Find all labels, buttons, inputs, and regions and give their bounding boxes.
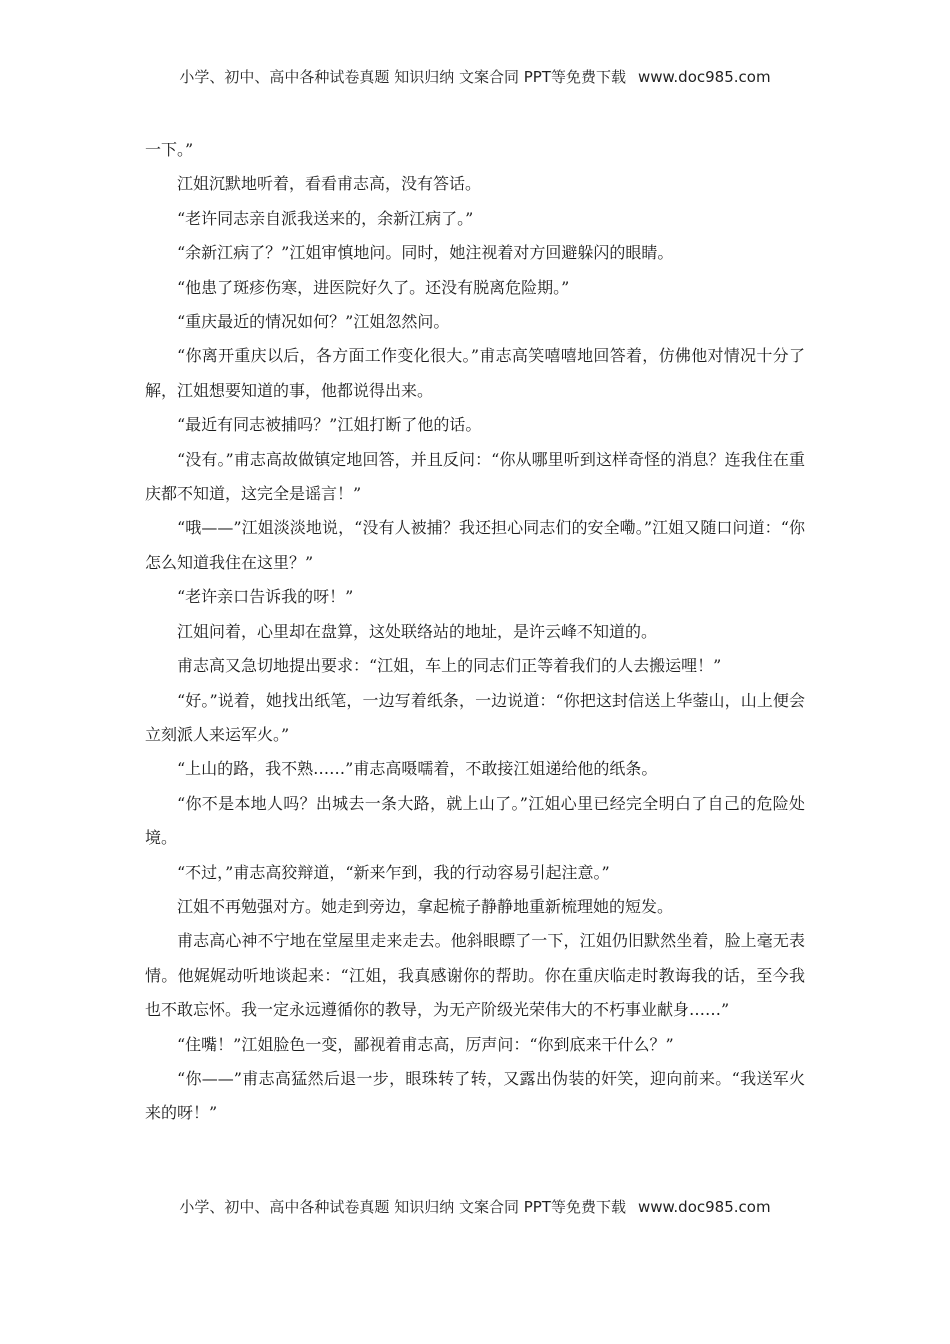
document-body [145, 133, 805, 1131]
paragraph: “住嘴！”江姐脸色一变，鄙视着甫志高，厉声问：“你到底来干什么？” [177, 1034, 674, 1054]
page-footer [0, 1196, 950, 1217]
paragraph: 一下。” [145, 140, 194, 159]
footer-text: 小学、初中、高中各种试卷真题 知识归纳 文案合同 PPT等免费下载 [179, 1198, 626, 1216]
footer-site-link[interactable]: www.doc985.com [637, 1198, 771, 1216]
page-header [0, 66, 950, 87]
paragraph: “老许亲口告诉我的呀！” [177, 587, 354, 607]
paragraph: 甫志高又急切地提出要求：“江姐，车上的同志们正等着我们的人去搬运哩！” [177, 656, 722, 676]
paragraph: “最近有同志被捕吗？”江姐打断了他的话。 [177, 415, 482, 435]
paragraph: “上山的路，我不熟……”甫志高嗫嚅着，不敢接江姐递给他的纸条。 [177, 759, 658, 779]
paragraph: 江姐沉默地听着，看看甫志高，没有答话。 [177, 174, 482, 194]
paragraph: “没有。”甫志高故做镇定地回答，并且反问：“你从哪里听到这样奇怪的消息？连我住在重庆都不知道，这完全是谣言！” [145, 449, 805, 504]
paragraph: “不过，”甫志高狡辩道，“新来乍到，我的行动容易引起注意。” [177, 862, 610, 882]
paragraph: 江姐不再勉强对方。她走到旁边，拿起梳子静静地重新梳理她的短发。 [177, 896, 674, 916]
paragraph: “余新江病了？”江姐审慎地问。同时，她注视着对方回避躲闪的眼睛。 [177, 243, 674, 263]
paragraph: “重庆最近的情况如何？”江姐忽然问。 [177, 312, 450, 332]
paragraph: “你不是本地人吗？出城去一条大路，就上山了。”江姐心里已经完全明白了自己的危险处境。 [145, 793, 805, 848]
paragraph: “老许同志亲自派我送来的，余新江病了。” [177, 208, 474, 228]
paragraph: “哦——”江姐淡淡地说，“没有人被捕？我还担心同志们的安全嘞。”江姐又随口问道：“你怎么知道我住在这里？” [145, 518, 805, 572]
paragraph: 甫志高心神不宁地在堂屋里走来走去。他斜眼瞟了一下，江姐仍旧默然坐着，脸上毫无表情。他娓娓动听地谈起来：“江姐，我真感谢你的帮助。你在重庆临走时教诲我的话，至今我也不敢忘怀。我一定永远遵循你的教导，为无产阶级光荣伟大的不朽事业献身……” [145, 931, 805, 1020]
paragraph: “你——”甫志高猛然后退一步，眼珠转了转，又露出伪装的奸笑，迎向前来。“我送军火来的呀！” [145, 1068, 805, 1123]
paragraph: “你离开重庆以后，各方面工作变化很大。”甫志高笑嘻嘻地回答着，仿佛他对情况十分了解，江姐想要知道的事，他都说得出来。 [145, 346, 805, 400]
paragraph: “好。”说着，她找出纸笔，一边写着纸条，一边说道：“你把这封信送上华蓥山，山上便会立刻派人来运军火。” [145, 690, 805, 744]
paragraph: 江姐问着，心里却在盘算，这处联络站的地址，是许云峰不知道的。 [177, 621, 658, 641]
header-site-link[interactable]: www.doc985.com [637, 68, 771, 86]
paragraph: “他患了斑疹伤寒，进医院好久了。还没有脱离危险期。” [177, 277, 570, 297]
header-text: 小学、初中、高中各种试卷真题 知识归纳 文案合同 PPT等免费下载 [179, 68, 626, 86]
